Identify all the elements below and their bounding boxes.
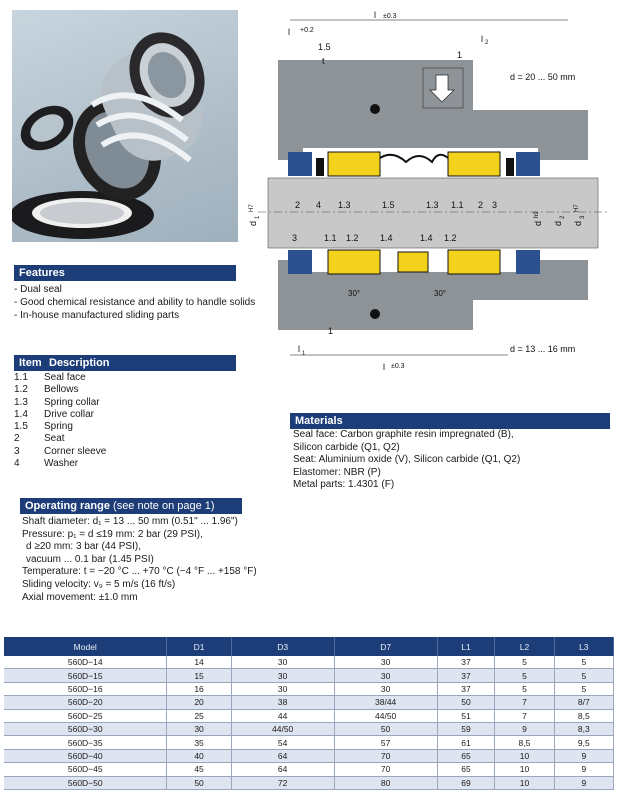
table-cell: 5	[495, 669, 554, 682]
table-cell: 30	[334, 656, 437, 669]
list-item: 1.4 Drive collar	[14, 408, 95, 420]
list-item: 4 Washer	[14, 458, 79, 470]
table-cell: 30	[231, 669, 334, 682]
dim-l-top: l	[374, 10, 376, 20]
table-cell: 38	[231, 696, 334, 709]
table-cell: 560D−14	[4, 656, 167, 669]
table-cell: 25	[167, 709, 231, 722]
table-row	[4, 682, 614, 695]
table-cell: 30	[231, 682, 334, 695]
col-d1: D1	[167, 637, 231, 656]
label-top-13a: 1.3	[338, 200, 351, 210]
d1-sub: 1	[255, 215, 261, 219]
table-cell: 9	[554, 763, 613, 776]
table-cell: 50	[334, 722, 437, 735]
table-cell: 61	[437, 736, 495, 749]
operating-line: Pressure: p₁ = d ≤19 mm: 2 bar (29 PSI),	[22, 528, 203, 540]
table-cell: 9	[495, 722, 554, 735]
table-cell: 65	[437, 763, 495, 776]
table-cell: 5	[554, 682, 613, 695]
material-line: Elastomer: NBR (P)	[293, 466, 381, 478]
materials-header: Materials	[290, 413, 610, 429]
material-line: Seal face: Carbon graphite resin impregnated (B),	[293, 429, 514, 440]
table-cell: 37	[437, 682, 495, 695]
table-row	[4, 763, 614, 776]
table-cell: 35	[167, 736, 231, 749]
list-item: 3 Corner sleeve	[14, 445, 107, 457]
table-cell: 54	[231, 736, 334, 749]
table-row	[4, 722, 614, 735]
table-cell: 51	[437, 709, 495, 722]
table-cell: 560D−35	[4, 736, 167, 749]
table-cell: 14	[167, 656, 231, 669]
list-item: 1.3 Spring collar	[14, 396, 100, 408]
operating-line: Axial movement: ±1.0 mm	[22, 591, 138, 603]
label-top-3: 3	[492, 200, 498, 210]
label-top-2b: 2	[478, 200, 484, 210]
label-top-2: 2	[295, 200, 301, 210]
dim-l1-tol: +0.2	[300, 27, 314, 34]
table-cell: 64	[231, 763, 334, 776]
table-cell: 9	[554, 776, 613, 789]
table-row	[4, 736, 614, 749]
table-cell: 8/7	[554, 696, 613, 709]
table-cell: 560D−30	[4, 722, 167, 735]
table-cell: 10	[495, 749, 554, 762]
d3-label: d	[573, 220, 583, 226]
table-row	[4, 749, 614, 762]
table-cell: 30	[231, 656, 334, 669]
table-cell: 45	[167, 763, 231, 776]
table-cell: 40	[167, 749, 231, 762]
table-cell: 70	[334, 749, 437, 762]
table-cell: 69	[437, 776, 495, 789]
d-label: d	[533, 220, 543, 226]
table-cell: 72	[231, 776, 334, 789]
table-cell: 7	[495, 709, 554, 722]
table-cell: 5	[495, 682, 554, 695]
table-cell: 560D−15	[4, 669, 167, 682]
dim-l1-top: l	[288, 27, 290, 37]
table-cell: 30	[334, 682, 437, 695]
table-cell: 20	[167, 696, 231, 709]
angle-right: 30°	[434, 289, 447, 298]
dim-t: t	[322, 56, 325, 66]
table-cell: 8,5	[554, 709, 613, 722]
table-cell: 50	[167, 776, 231, 789]
table-row	[4, 696, 614, 709]
operating-line: d ≥20 mm: 3 bar (44 PSI),	[26, 541, 141, 553]
table-cell: 38/44	[334, 696, 437, 709]
items-list	[14, 372, 106, 470]
table-cell: 50	[437, 696, 495, 709]
table-cell: 560D−45	[4, 763, 167, 776]
table-cell: 37	[437, 656, 495, 669]
d1-tol: H7	[249, 204, 255, 212]
seal-cross-section-drawing	[248, 0, 618, 380]
label-bot-12b: 1.2	[444, 233, 457, 243]
dim-l1-bot-sub: 1	[302, 351, 306, 357]
table-row	[4, 669, 614, 682]
table-cell: 44/50	[334, 709, 437, 722]
product-photo	[12, 10, 238, 242]
operating-line: vacuum ... 0.1 bar (1.45 PSI)	[26, 553, 154, 565]
table-cell: 65	[437, 749, 495, 762]
table-cell: 10	[495, 776, 554, 789]
dim-1-bot: 1	[328, 326, 334, 336]
table-cell: 9	[554, 749, 613, 762]
label-top-13b: 1.3	[426, 200, 439, 210]
table-cell: 9,5	[554, 736, 613, 749]
col-d7: D7	[334, 637, 437, 656]
table-cell: 37	[437, 669, 495, 682]
d3-tol: H7	[574, 204, 580, 212]
label-bot-11: 1.1	[324, 233, 337, 243]
d1-label: d	[248, 220, 258, 226]
d2-sub: 2	[560, 215, 566, 219]
col-l2: L2	[495, 637, 554, 656]
table-cell: 5	[554, 656, 613, 669]
material-line: Silicon carbide (Q1, Q2)	[293, 441, 400, 453]
table-row	[4, 656, 614, 669]
table-cell: 64	[231, 749, 334, 762]
table-cell: 8,3	[554, 722, 613, 735]
label-top-15: 1.5	[382, 200, 395, 210]
dim-tol-top: ±0.3	[383, 13, 397, 20]
table-cell: 44/50	[231, 722, 334, 735]
materials-list	[293, 429, 520, 492]
table-cell: 10	[495, 763, 554, 776]
table-cell: 560D−20	[4, 696, 167, 709]
material-line: Seat: Aluminium oxide (V), Silicon carbide (Q1, Q2)	[293, 454, 521, 466]
col-model: Model	[4, 637, 167, 656]
col-l1: L1	[437, 637, 495, 656]
feature-item: - Dual seal	[14, 284, 62, 295]
dim-l-bot: l	[383, 362, 385, 372]
table-cell: 16	[167, 682, 231, 695]
table-cell: 560D−25	[4, 709, 167, 722]
material-line: Metal parts: 1.4301 (F)	[293, 479, 395, 491]
table-cell: 560D−50	[4, 776, 167, 789]
table-cell: 7	[495, 696, 554, 709]
list-item: 1.5 Spring	[14, 421, 73, 433]
operating-header: Operating range (see note on page 1)	[20, 498, 242, 514]
table-cell: 30	[334, 669, 437, 682]
table-cell: 70	[334, 763, 437, 776]
label-bot-12: 1.2	[346, 233, 359, 243]
table-cell: 15	[167, 669, 231, 682]
feature-item: - Good chemical resistance and ability to handle solids	[14, 297, 256, 308]
table-cell: 44	[231, 709, 334, 722]
features-list	[14, 283, 255, 322]
items-header: Item Description	[14, 355, 236, 371]
table-cell: 59	[437, 722, 495, 735]
list-item: 2 Seat	[14, 433, 65, 445]
features-header: Features	[14, 265, 236, 281]
label-top-11: 1.1	[451, 200, 464, 210]
label-top-4: 4	[316, 200, 322, 210]
operating-list	[22, 516, 257, 604]
label-bot-3: 3	[292, 233, 298, 243]
dim-l1-bot: l	[298, 344, 300, 354]
range-top: d = 20 ... 50 mm	[510, 72, 576, 82]
table-row	[4, 709, 614, 722]
angle-left: 30°	[348, 289, 361, 298]
dim-l2: l	[481, 34, 483, 44]
label-bot-14b: 1.4	[420, 233, 433, 243]
dimensions-table	[4, 637, 614, 790]
dim-l-bot-tol: ±0.3	[391, 363, 405, 370]
dim-1: 1	[457, 50, 463, 60]
operating-line: Shaft diameter: d₁ = 13 ... 50 mm (0.51" ... 1.96")	[22, 516, 238, 527]
d-tol: h9	[534, 211, 540, 218]
feature-item: - In-house manufactured sliding parts	[14, 310, 180, 321]
list-item: 1.2 Bellows	[14, 384, 79, 396]
table-cell: 57	[334, 736, 437, 749]
d2-label: d	[553, 220, 563, 226]
col-d3: D3	[231, 637, 334, 656]
col-l3: L3	[554, 637, 613, 656]
list-item: 1.1 Seal face	[14, 372, 86, 383]
dim-15: 1.5	[318, 42, 331, 52]
table-cell: 560D−40	[4, 749, 167, 762]
table-cell: 8,5	[495, 736, 554, 749]
table-cell: 5	[554, 669, 613, 682]
table-cell: 30	[167, 722, 231, 735]
d3-sub: 3	[580, 215, 586, 219]
operating-line: Sliding velocity: v₉ = 5 m/s (16 ft/s)	[22, 578, 176, 590]
table-row	[4, 776, 614, 789]
table-cell: 560D−16	[4, 682, 167, 695]
table-cell: 80	[334, 776, 437, 789]
operating-line: Temperature: t = −20 °C ... +70 °C (−4 °F ... +158 °F)	[22, 566, 257, 578]
label-bot-14a: 1.4	[380, 233, 393, 243]
range-bottom: d = 13 ... 16 mm	[510, 344, 576, 354]
dim-l2-sub: 2	[485, 40, 489, 46]
table-cell: 5	[495, 656, 554, 669]
